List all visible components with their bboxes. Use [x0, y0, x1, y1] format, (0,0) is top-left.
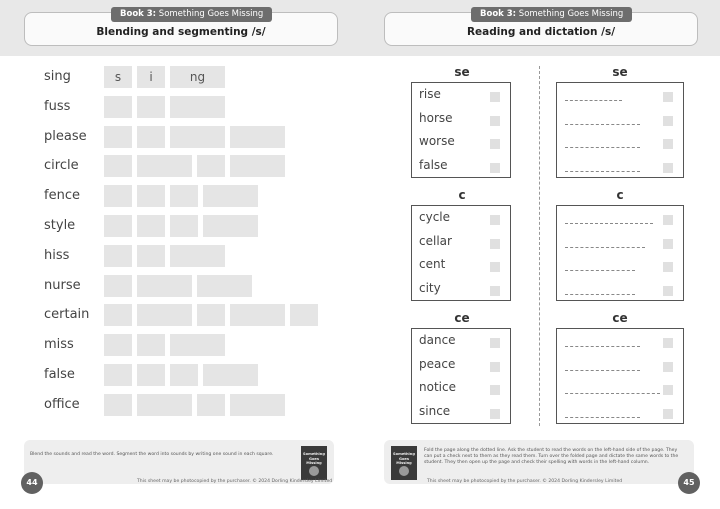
fold-line	[539, 66, 540, 426]
check-box[interactable]	[663, 385, 673, 395]
sound-box[interactable]	[104, 394, 132, 416]
sound-box[interactable]	[230, 155, 285, 177]
dictation-blank[interactable]	[565, 270, 635, 272]
sound-box[interactable]	[197, 275, 252, 297]
sound-box[interactable]	[104, 275, 132, 297]
sound-box[interactable]	[104, 215, 132, 237]
footer-note: This sheet may be photocopied by the purchaser. © 2024 Dorling Kindersley Limited	[427, 479, 623, 484]
check-box[interactable]	[490, 362, 500, 372]
word-label: circle	[44, 158, 79, 174]
section-title: Reading and dictation /s/	[466, 26, 616, 38]
left-header	[24, 9, 338, 46]
check-box[interactable]	[490, 286, 500, 296]
cover-title: Something Goes Missing	[303, 452, 325, 465]
word-label: certain	[44, 307, 90, 323]
sound-box[interactable]	[104, 245, 132, 267]
cover-illustration	[309, 466, 319, 476]
book-tab	[111, 7, 272, 22]
sound-box[interactable]	[170, 126, 225, 148]
check-box[interactable]	[663, 239, 673, 249]
page-number: 44	[21, 472, 43, 494]
sound-box[interactable]	[104, 185, 132, 207]
check-box[interactable]	[663, 92, 673, 102]
check-box[interactable]	[490, 163, 500, 173]
dictation-blank[interactable]	[565, 417, 640, 419]
book-title: Something Goes Missing	[518, 9, 624, 19]
page-number: 45	[678, 472, 700, 494]
sound-box[interactable]	[104, 334, 132, 356]
group-heading-dictation: se	[612, 65, 628, 79]
reading-word: horse	[419, 110, 453, 125]
sound-box[interactable]	[197, 304, 225, 326]
sound-box[interactable]	[104, 364, 132, 386]
book-cover-image	[391, 446, 417, 480]
check-box[interactable]	[663, 163, 673, 173]
reading-word: dance	[419, 333, 456, 347]
sound-box[interactable]	[170, 185, 198, 207]
reading-word: notice	[419, 380, 456, 394]
group-heading: ce	[454, 311, 470, 325]
sound-box[interactable]	[203, 364, 258, 386]
section-title: Blending and segmenting /s/	[96, 26, 266, 38]
word-label: office	[44, 396, 80, 412]
sound-box[interactable]	[104, 96, 132, 118]
dictation-blank[interactable]	[565, 171, 640, 173]
check-box[interactable]	[490, 116, 500, 126]
sound-box[interactable]	[170, 334, 225, 356]
sound-box[interactable]	[203, 215, 258, 237]
check-box[interactable]	[490, 338, 500, 348]
check-box[interactable]	[663, 338, 673, 348]
sound-box[interactable]	[137, 126, 165, 148]
sound-box[interactable]	[137, 394, 192, 416]
group-heading-dictation: ce	[612, 311, 628, 325]
reading-word: since	[419, 403, 451, 418]
reading-word: rise	[419, 87, 441, 101]
sound-box[interactable]	[230, 126, 285, 148]
check-box[interactable]	[663, 286, 673, 296]
check-box[interactable]	[490, 385, 500, 395]
sound-box[interactable]	[137, 334, 165, 356]
sound-box[interactable]	[104, 304, 132, 326]
check-box[interactable]	[663, 262, 673, 272]
word-label: style	[44, 218, 76, 233]
sound-box[interactable]	[104, 155, 132, 177]
word-label: nurse	[44, 277, 81, 293]
reading-word: false	[419, 157, 448, 172]
sound-box[interactable]	[137, 215, 165, 237]
instruction-box	[24, 440, 334, 484]
reading-word: cycle	[419, 210, 451, 224]
reading-box	[411, 328, 511, 424]
dictation-blank[interactable]	[565, 223, 653, 225]
sound-box[interactable]	[230, 394, 285, 416]
dictation-blank[interactable]	[565, 370, 640, 372]
check-box[interactable]	[490, 139, 500, 149]
dictation-blank[interactable]	[565, 100, 622, 102]
cover-title: Something Goes Missing	[393, 452, 415, 465]
word-label: miss	[44, 337, 74, 353]
dictation-blank[interactable]	[565, 147, 640, 149]
check-box[interactable]	[490, 262, 500, 272]
check-box[interactable]	[490, 92, 500, 102]
check-box[interactable]	[663, 362, 673, 372]
book-label: Book 3:	[120, 9, 157, 19]
dictation-blank[interactable]	[565, 294, 635, 296]
sound-box[interactable]	[137, 245, 165, 267]
check-box[interactable]	[663, 139, 673, 149]
dictation-blank[interactable]	[565, 124, 640, 126]
sound-box[interactable]	[290, 304, 318, 326]
group-heading: se	[454, 65, 470, 79]
word-label: please	[44, 128, 87, 144]
dictation-blank[interactable]	[565, 247, 645, 249]
instruction-text: Fold the page along the dotted line. Ask the student to read the words on the left-hand side of the page. They can put a check next to them as they read them. Turn over the folded page and dictate the same words to the student. They then open up the page and check their spelling with words in the left-hand column.	[424, 448, 679, 465]
reading-box	[411, 82, 511, 178]
check-box[interactable]	[490, 409, 500, 419]
sound-box[interactable]	[170, 364, 198, 386]
word-label: fence	[44, 188, 80, 204]
group-heading: c	[458, 188, 466, 202]
dictation-box	[556, 205, 684, 301]
reading-word: worse	[419, 134, 455, 148]
reading-word: peace	[419, 356, 456, 371]
group-heading-dictation: c	[616, 188, 624, 202]
check-box[interactable]	[490, 239, 500, 249]
dictation-box	[556, 82, 684, 178]
sound-box[interactable]	[197, 394, 225, 416]
check-box[interactable]	[663, 409, 673, 419]
sound-box[interactable]: s	[104, 66, 132, 88]
word-label: sing	[44, 69, 71, 84]
book-label: Book 3:	[480, 9, 517, 19]
word-label: false	[44, 367, 75, 382]
check-box[interactable]	[490, 215, 500, 225]
sound-box[interactable]	[137, 275, 192, 297]
book-title: Something Goes Missing	[158, 9, 264, 19]
sound-box[interactable]	[170, 215, 198, 237]
sound-box[interactable]: ng	[170, 66, 225, 88]
sound-box[interactable]	[137, 155, 192, 177]
sound-box[interactable]	[230, 304, 285, 326]
word-label: hiss	[44, 247, 70, 263]
reading-word: cellar	[419, 233, 452, 248]
right-header	[384, 9, 698, 46]
dictation-blank[interactable]	[565, 393, 660, 395]
sound-box[interactable]	[104, 126, 132, 148]
check-box[interactable]	[663, 116, 673, 126]
sound-box[interactable]	[137, 185, 165, 207]
reading-word: cent	[419, 257, 446, 271]
sound-box[interactable]	[137, 304, 192, 326]
reading-word: city	[419, 280, 441, 295]
dictation-box	[556, 328, 684, 424]
sound-box[interactable]	[203, 185, 258, 207]
word-label: fuss	[44, 98, 71, 114]
instruction-box	[384, 440, 694, 484]
footer-note: This sheet may be photocopied by the purchaser. © 2024 Dorling Kindersley Limited	[137, 479, 333, 484]
reading-box	[411, 205, 511, 301]
sound-box[interactable]	[137, 364, 165, 386]
sound-box[interactable]	[197, 155, 225, 177]
dictation-blank[interactable]	[565, 346, 640, 348]
cover-illustration	[399, 466, 409, 476]
sound-box[interactable]: i	[137, 66, 165, 88]
instruction-text: Blend the sounds and read the word. Segment the word into sounds by writing one sound in each square.	[30, 452, 274, 457]
check-box[interactable]	[663, 215, 673, 225]
sound-box[interactable]	[170, 245, 225, 267]
sound-box[interactable]	[137, 96, 165, 118]
book-cover-image	[301, 446, 327, 480]
sound-box[interactable]	[170, 96, 225, 118]
book-tab	[471, 7, 632, 22]
